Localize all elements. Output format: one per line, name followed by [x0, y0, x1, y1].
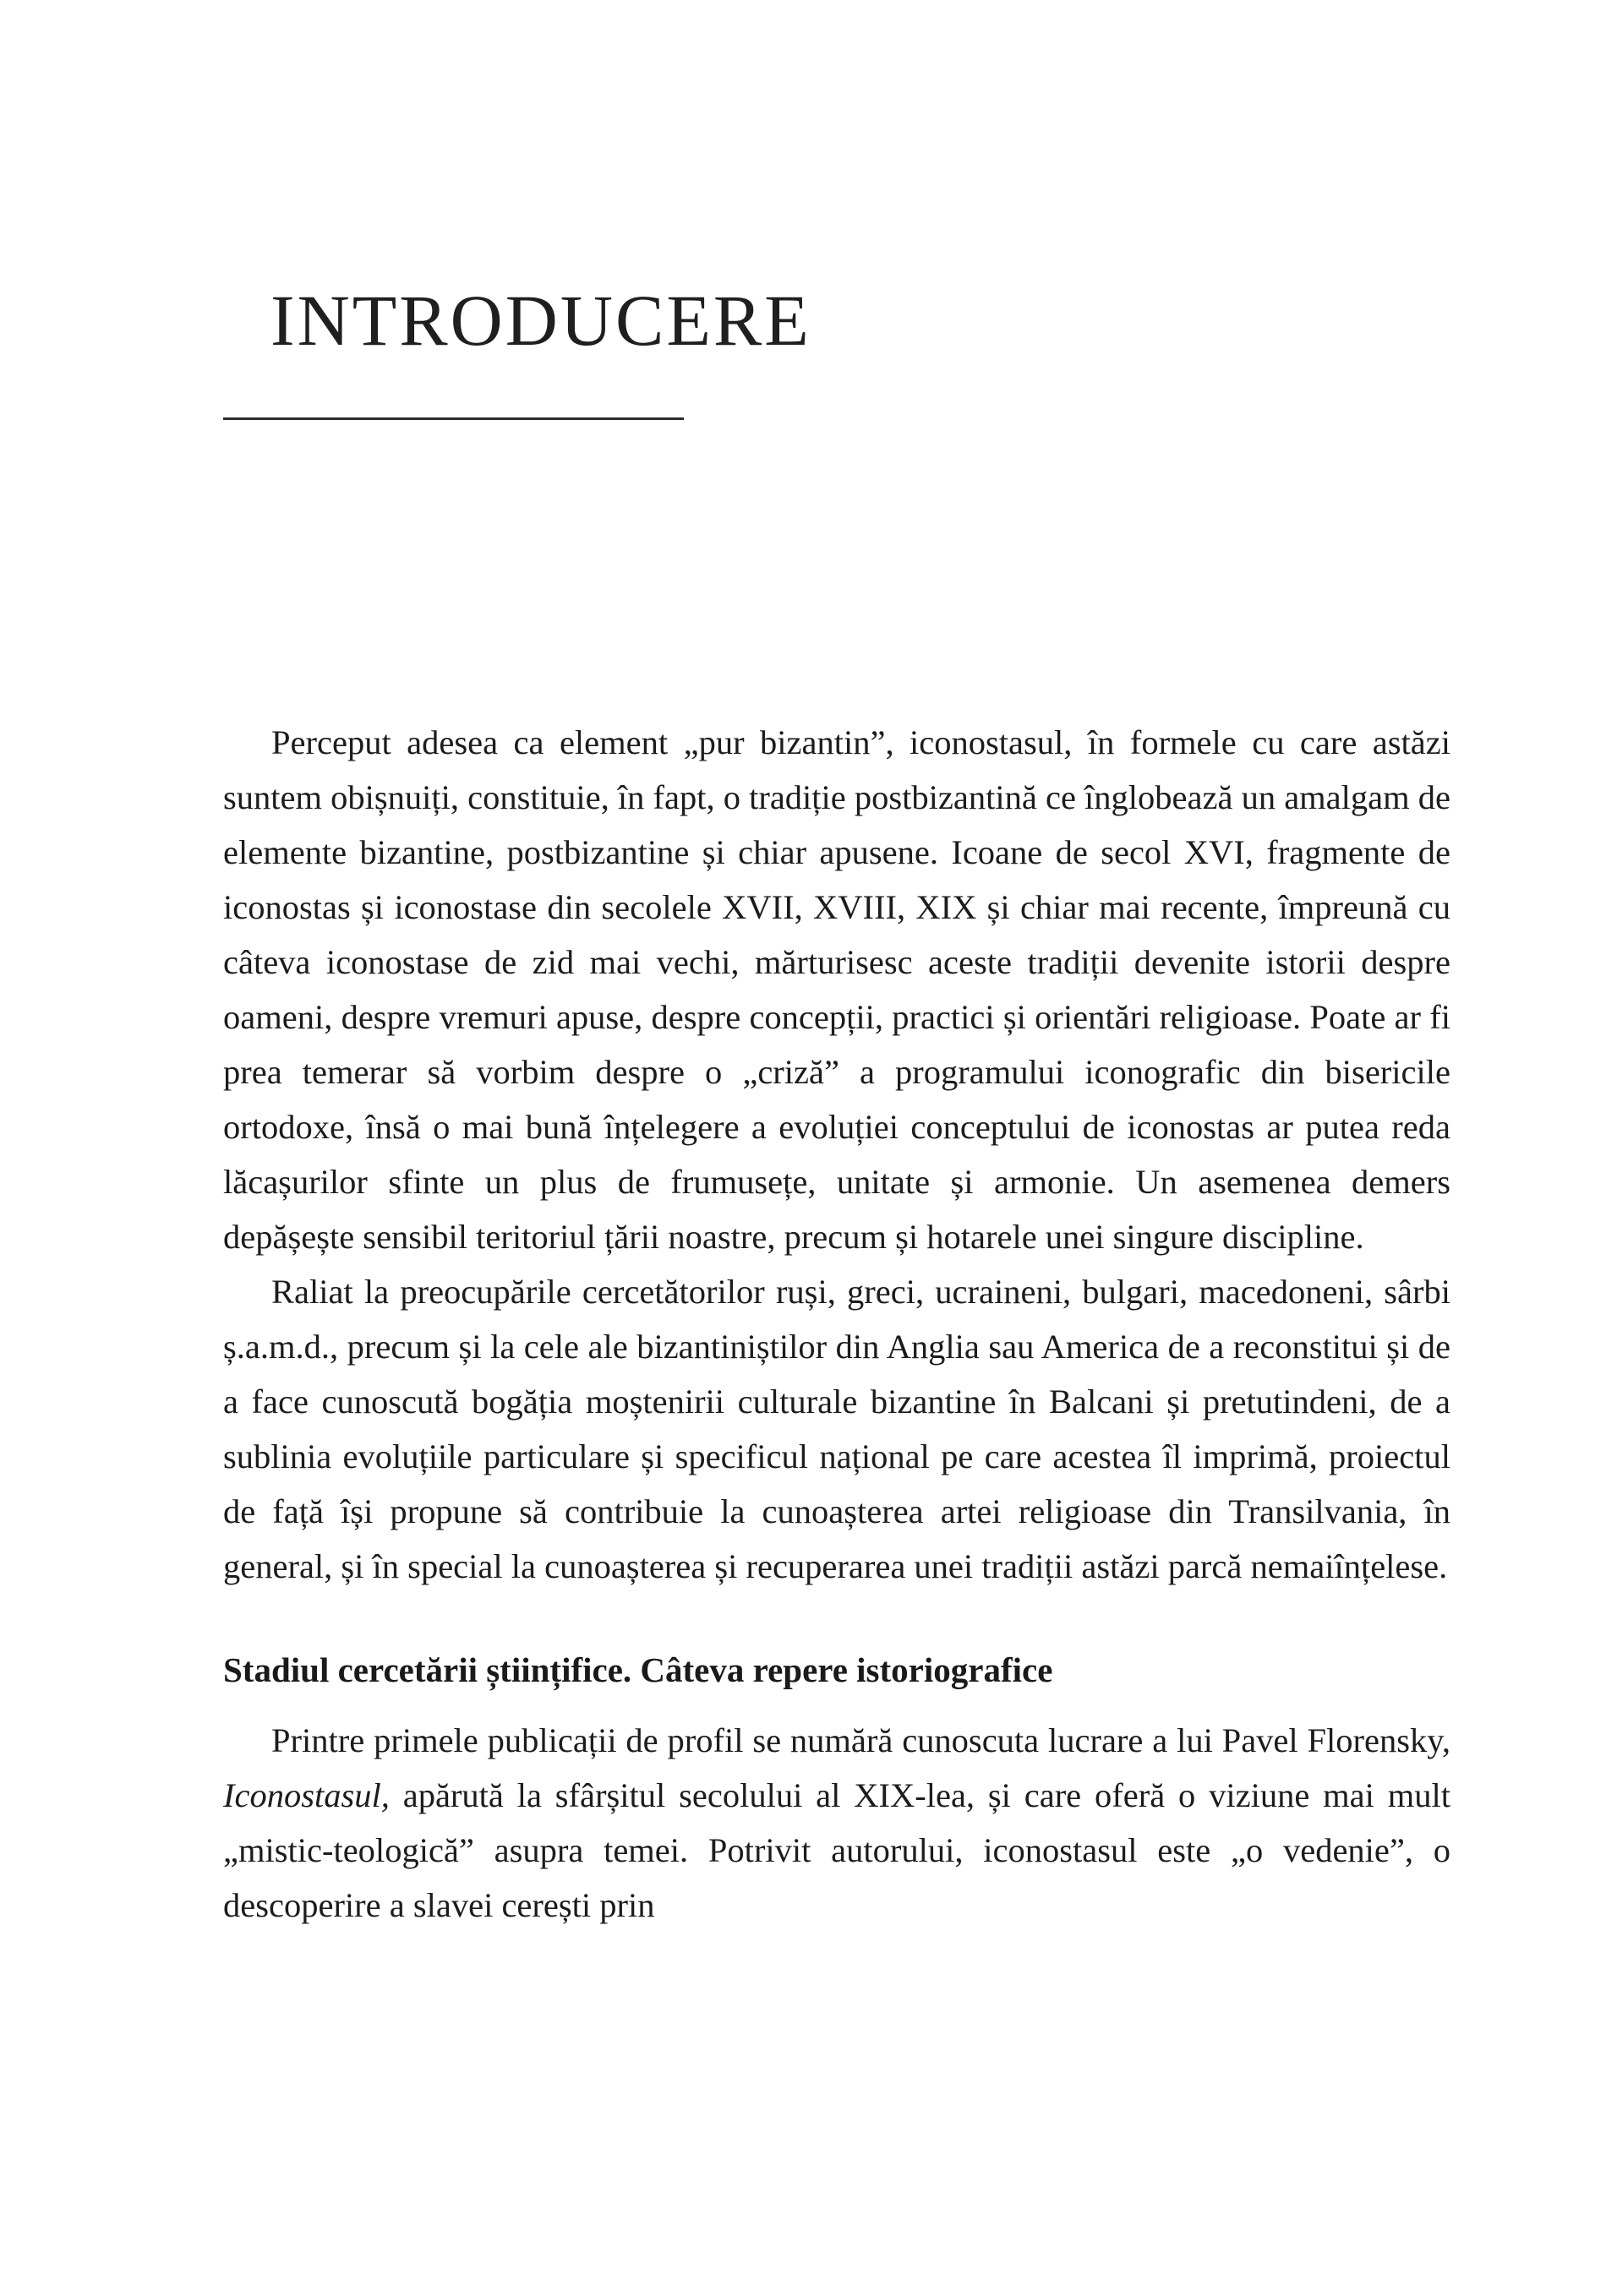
title-rule: [223, 417, 684, 420]
section-heading: Stadiul cercetării științifice. Câteva repere istoriografice: [223, 1650, 1053, 1689]
paragraph-3: [223, 1713, 1450, 1933]
book-title-italic: Iconostasul,: [223, 1776, 390, 1814]
paragraph-3-after: apărută la sfârșitul secolului al XIX-lea, și care oferă o viziune mai mult „mistic-teologică” asupra temei. Potrivit autorului, iconostasul este „o vedenie”, o descoperire a slavei cerești prin: [223, 1776, 1450, 1924]
paragraph-2: Raliat la preocupările cercetătorilor ruși, greci, ucraineni, bulgari, macedoneni, sârbi ș.a.m.d., precum și la cele ale bizantiniștilor din Anglia sau America de a reconstitui și de a face cunoscută bogăția moștenirii culturale bizantine în Balcani și pretutindeni, de a sublinia evoluțiile particulare și specificul național pe care acestea îl imprimă, proiectul de față își propune să contribuie la cunoașterea artei religioase din Transilvania, în general, și în special la cunoașterea și recuperarea unei tradiții astăzi parcă nemaiînțelese.: [223, 1273, 1450, 1585]
paragraph-3-before: Printre primele publicații de profil se numără cunoscuta lucrare a lui Pavel Florensky,: [271, 1721, 1450, 1759]
body-text: [223, 715, 1450, 1933]
chapter-title: INTRODUCERE: [270, 280, 811, 361]
paragraph-1: Perceput adesea ca element „pur bizantin”, iconostasul, în formele cu care astăzi suntem obișnuiți, constituie, în fapt, o tradiție postbizantină ce înglobează un amalgam de elemente bizantine, postbizantine și chiar apusene. Icoane de secol XVI, fragmente de iconostas și iconostase din secolele XVII, XVIII, XIX și chiar mai recente, împreună cu câteva iconostase de zid mai vechi, mărturisesc aceste tradiții devenite istorii despre oameni, despre vremuri apuse, despre concepții, practici și orientări religioase. Poate ar fi prea temerar să vorbim despre o „criză” a programului iconografic din bisericile ortodoxe, însă o mai bună înțelegere a evoluției conceptului de iconostas ar putea reda lăcașurilor sfinte un plus de frumusețe, unitate și armonie. Un asemenea demers depășește sensibil teritoriul țării noastre, precum și hotarele unei singure discipline.: [223, 723, 1450, 1256]
